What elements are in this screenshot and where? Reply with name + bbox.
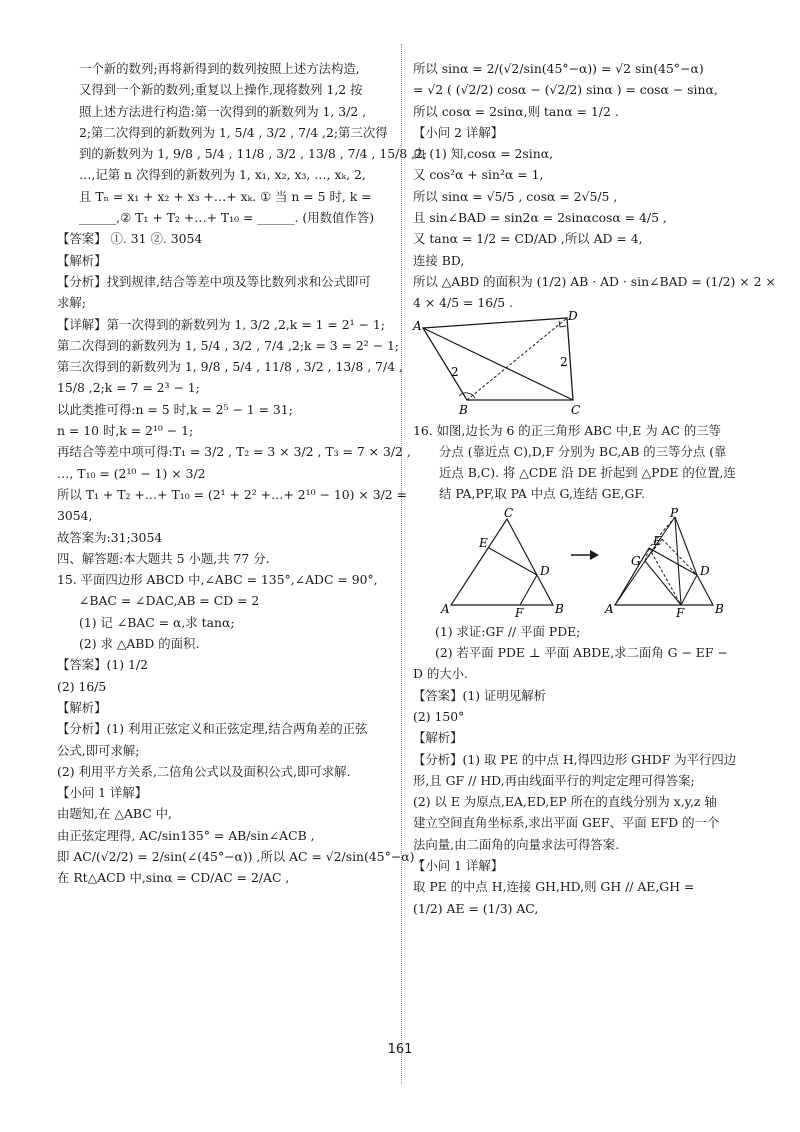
text-line: 【答案】(1) 1/2 — [57, 657, 148, 673]
fig2-label-p: P — [670, 505, 679, 520]
fig2-label-f: F — [515, 605, 524, 620]
text-line: ∠BAC = ∠DAC,AB = CD = 2 — [79, 593, 260, 609]
text-line: (2) 以 E 为原点,EA,ED,EP 所在的直线分别为 x,y,z 轴 — [413, 794, 717, 810]
text-line: 所以 T₁ + T₂ +…+ T₁₀ = (2¹ + 2² +…+ 2¹⁰ − 10) × 3/2 = — [57, 486, 407, 502]
text-line: (1) 求证:GF // 平面 PDE; — [435, 623, 581, 639]
figure-folding-triangle — [413, 505, 733, 620]
text-line: 所以 sinα = 2/(√2/sin(45°−α)) = √2 sin(45°−α) — [413, 61, 704, 76]
text-line: 以此类推可得:n = 5 时,k = 2⁵ − 1 = 31; — [57, 401, 293, 417]
text-line: (2) 求 △ABD 的面积. — [79, 636, 200, 652]
text-line: = √2 ( (√2/2) cosα − (√2/2) sinα ) = cosα − sinα, — [413, 82, 718, 98]
text-line: (2) 利用平方关系,二倍角公式以及面积公式,即可求解. — [57, 763, 351, 779]
fig2-label-e2: E — [653, 533, 662, 548]
text-line: …, T₁₀ = (2¹⁰ − 1) × 3/2 — [57, 465, 206, 481]
text-line: n = 10 时,k = 2¹⁰ − 1; — [57, 423, 194, 439]
fig1-length-cd: 2 — [560, 354, 568, 369]
text-line: 取 PE 的中点 H,连接 GH,HD,则 GH // AE,GH = — [413, 879, 695, 895]
text-line: 连接 BD, — [413, 252, 465, 268]
text-line: ______,② T₁ + T₂ +…+ T₁₀ = ______. (用数值作答) — [79, 210, 375, 226]
left-column — [57, 58, 428, 889]
text-line: 公式,即可求解; — [57, 742, 140, 758]
text-line: 2;第二次得到的新数列为 1, 5/4 , 3/2 , 7/4 ,2;第三次得 — [79, 124, 388, 140]
fig2-label-f2: F — [676, 605, 685, 620]
text-line: 【答案】(1) 证明见解析 — [413, 687, 547, 703]
text-line: 【答案】 ①. 31 ②. 3054 — [57, 231, 203, 247]
text-line: 【解析】 — [57, 252, 107, 268]
fig2-label-g: G — [631, 553, 641, 568]
figure-quadrilateral-abcd — [413, 308, 603, 418]
text-line: 由题知,在 △ABC 中, — [57, 806, 173, 822]
text-line: 所以 sinα = √5/5 , cosα = 2√5/5 , — [413, 188, 618, 204]
fig2-label-d: D — [540, 563, 550, 578]
arrow-right-icon — [590, 550, 599, 560]
text-line: 且 Tₙ = x₁ + x₂ + x₃ +…+ xₖ. ① 当 n = 5 时, k = — [79, 188, 372, 204]
text-line: 由正弦定理得, AC/sin135° = AB/sin∠ACB , — [57, 827, 315, 843]
text-line: 16. 如图,边长为 6 的正三角形 ABC 中,E 为 AC 的三等 — [413, 422, 722, 438]
text-line: 所以 △ABD 的面积为 (1/2) AB · AD · sin∠BAD = (1/2) × 2 × — [413, 273, 776, 289]
fig2-label-a: A — [441, 601, 450, 616]
text-line: 求解; — [57, 295, 86, 311]
text-line: 形,且 GF // HD,再由线面平行的判定定理可得答案; — [413, 772, 695, 788]
text-line: 结 PA,PF,取 PA 中点 G,连结 GE,GF. — [439, 486, 645, 502]
fig2-label-d2: D — [700, 563, 710, 578]
text-line: 即 AC/(√2/2) = 2/sin(∠(45°−α)) ,所以 AC = √2/sin(45°−α) , — [57, 848, 423, 864]
fig1-length-ab: 2 — [451, 364, 459, 379]
text-line: 【详解】第一次得到的新数列为 1, 3/2 ,2,k = 1 = 2¹ − 1; — [57, 316, 385, 332]
fig2-label-a2: A — [605, 601, 614, 616]
fig1-label-b: B — [459, 402, 468, 417]
fig1-label-d: D — [568, 308, 578, 323]
text-line: 15. 平面四边形 ABCD 中,∠ABC = 135°,∠ADC = 90°, — [57, 572, 378, 588]
text-line: 3054, — [57, 508, 93, 524]
text-line: 【分析】(1) 取 PE 的中点 H,得四边形 GHDF 为平行四边 — [413, 751, 737, 767]
text-line: 四、解答题:本大题共 5 小题,共 77 分. — [57, 550, 270, 566]
fig2-label-e: E — [479, 535, 488, 550]
fig1-label-a: A — [413, 318, 422, 333]
text-line: D 的大小. — [413, 666, 468, 682]
text-line: 【解析】 — [413, 730, 463, 746]
text-line: 又 tanα = 1/2 = CD/AD ,所以 AD = 4, — [413, 231, 643, 247]
text-line: 且 sin∠BAD = sin2α = 2sinαcosα = 4/5 , — [413, 210, 667, 226]
text-line: 一个新的数列;再将新得到的数列按照上述方法构造, — [79, 61, 360, 76]
text-line: 又 cos²α + sin²α = 1, — [413, 167, 544, 183]
text-line: 【解析】 — [57, 699, 107, 715]
text-line: 【小问 1 详解】 — [413, 858, 504, 874]
page-number: 161 — [387, 1042, 413, 1057]
text-line: 建立空间直角坐标系,求出平面 GEF、平面 EFD 的一个 — [413, 815, 720, 831]
text-line: 第三次得到的新数列为 1, 9/8 , 5/4 , 11/8 , 3/2 , 13/8 , 7/4 , — [57, 359, 403, 375]
text-line: 4 × 4/5 = 16/5 . — [413, 295, 514, 311]
text-line: …,记第 n 次得到的新数列为 1, x₁, x₂, x₃, …, xₖ, 2, — [79, 167, 366, 183]
text-line: 在 Rt△ACD 中,sinα = CD/AC = 2/AC , — [57, 870, 290, 886]
text-line: 故答案为:31;3054 — [57, 529, 163, 545]
text-line: 分点 (靠近点 C),D,F 分别为 BC,AB 的三等分点 (靠 — [439, 443, 727, 459]
text-line: 到的新数列为 1, 9/8 , 5/4 , 11/8 , 3/2 , 13/8 , 7/4 , 15/8 ,2; — [79, 146, 428, 162]
fig2-label-c: C — [504, 505, 514, 520]
text-line: 法向量,由二面角的向量求法可得答案. — [413, 836, 620, 852]
fig2-label-b: B — [555, 601, 564, 616]
text-line: 【小问 1 详解】 — [57, 785, 148, 801]
text-line: 【分析】(1) 利用正弦定义和正弦定理,结合两角差的正弦 — [57, 721, 368, 737]
text-line: 由 (1) 知,cosα = 2sinα, — [413, 146, 554, 162]
text-line: 照上述方法进行构造:第一次得到的新数列为 1, 3/2 , — [79, 103, 367, 119]
text-line: 【小问 2 详解】 — [413, 124, 504, 140]
text-line: 【分析】找到规律,结合等差中项及等比数列求和公式即可 — [57, 273, 371, 289]
text-line: 近点 B,C). 将 △CDE 沿 DE 折起到 △PDE 的位置,连 — [439, 465, 736, 481]
text-line: 又得到一个新的数列;重复以上操作,现将数列 1,2 按 — [79, 82, 363, 98]
text-line: (1) 记 ∠BAC = α,求 tanα; — [79, 614, 235, 630]
text-line: (1/2) AE = (1/3) AC, — [413, 900, 539, 916]
right-column — [413, 58, 776, 919]
text-line: (2) 若平面 PDE ⊥ 平面 ABDE,求二面角 G − EF − — [435, 645, 728, 661]
text-line: (2) 150° — [413, 708, 465, 724]
text-line: 所以 cosα = 2sinα,则 tanα = 1/2 . — [413, 103, 619, 119]
text-line: 第二次得到的新数列为 1, 5/4 , 3/2 , 7/4 ,2;k = 3 = 2² − 1; — [57, 337, 400, 353]
text-line: (2) 16/5 — [57, 678, 107, 694]
column-divider — [401, 44, 402, 1084]
fig1-label-c: C — [571, 402, 581, 417]
text-line: 15/8 ,2;k = 7 = 2³ − 1; — [57, 380, 200, 396]
text-line: 再结合等差中项可得:T₁ = 3/2 , T₂ = 3 × 3/2 , T₃ = 7 × 3/2 , — [57, 444, 411, 460]
fig2-label-b2: B — [715, 601, 724, 616]
